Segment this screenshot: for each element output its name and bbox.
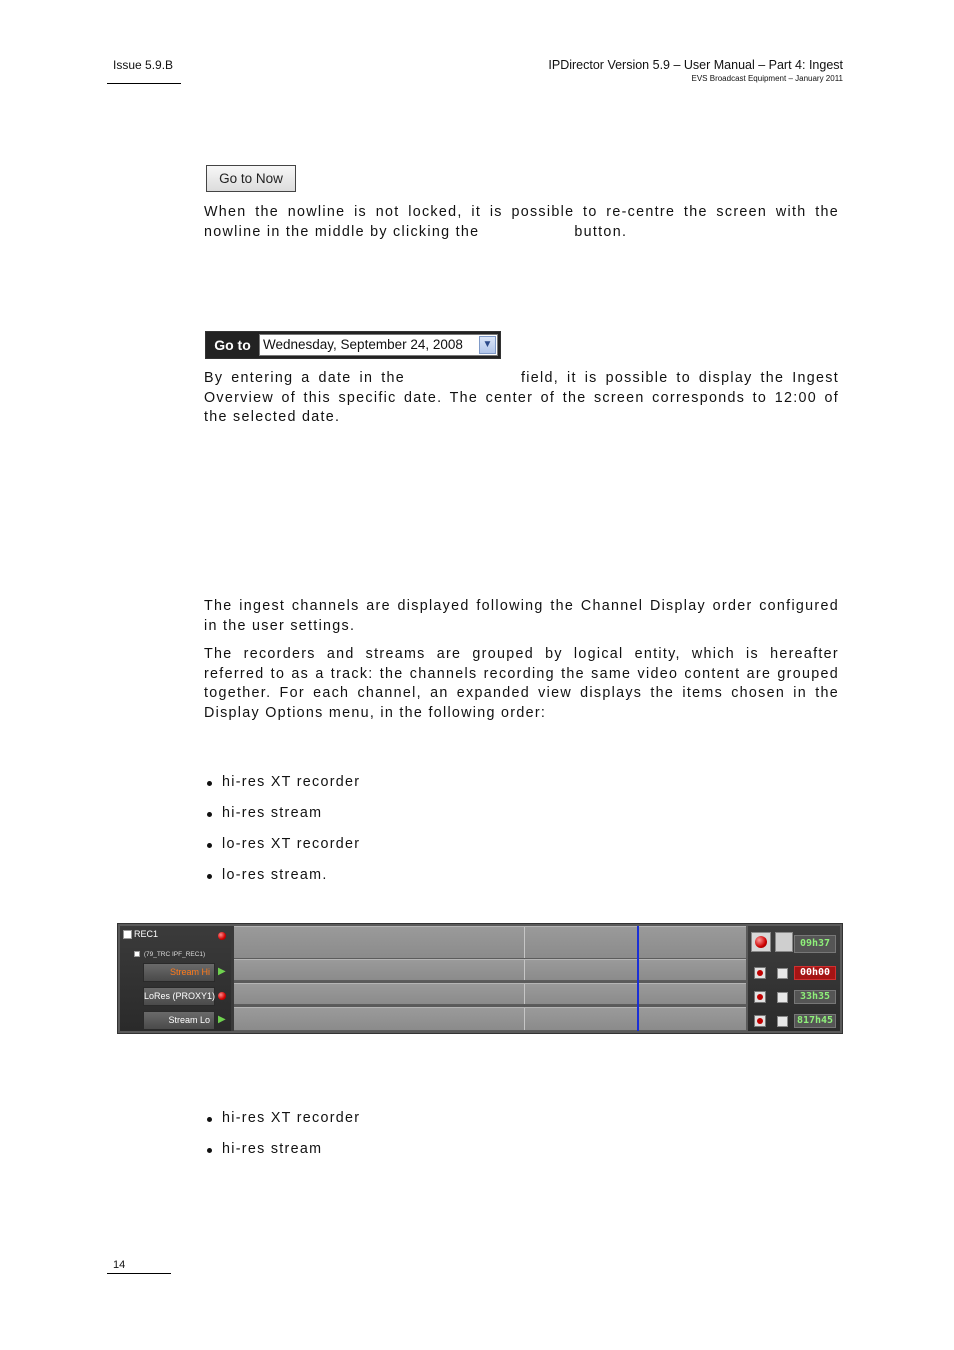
- nowline: [637, 926, 639, 1031]
- timecode-stream-lo: 817h45: [794, 1014, 836, 1028]
- record-button[interactable]: [754, 967, 766, 979]
- hires-list: [204, 1109, 360, 1171]
- channel-list: [120, 926, 232, 1031]
- timeline-track[interactable]: [234, 983, 746, 1005]
- record-status-icon: [218, 992, 226, 1000]
- timecode-track: 09h37: [794, 935, 836, 953]
- ingest-overview-panel: [117, 923, 843, 1034]
- stop-button[interactable]: [777, 1016, 788, 1027]
- go-to-now-paragraph: [204, 203, 839, 242]
- record-status-icon: [218, 932, 226, 940]
- track-name: REC1: [134, 929, 159, 939]
- chevron-down-icon[interactable]: ▼: [479, 336, 496, 354]
- timeline-track[interactable]: [234, 959, 746, 981]
- list-item: hi-res XT recorder: [204, 1109, 360, 1140]
- list-item: lo-res stream.: [204, 866, 360, 897]
- track-checkbox[interactable]: [123, 930, 132, 939]
- track-id-label: (79_TRC IPF_REC1): [143, 951, 206, 958]
- go-to-date-paragraph: [204, 369, 839, 428]
- issue-label: Issue 5.9.B: [113, 58, 174, 72]
- date-value: Wednesday, September 24, 2008: [263, 337, 463, 352]
- recorder-controls: [748, 926, 840, 1031]
- play-icon: ▶: [218, 966, 226, 977]
- footer-rule: [107, 1273, 171, 1274]
- list-item: hi-res stream: [204, 1140, 360, 1171]
- go-to-date-text-2: field, it is possible to display the Ingest Overview of this specific date. The center of the screen corresponds to 12:00 of the selected date.: [204, 370, 839, 425]
- channels-paragraph-1: The ingest channels are displayed following the Channel Display order configured in the user settings.: [204, 598, 839, 634]
- page-number: 14: [113, 1259, 126, 1271]
- list-item: lo-res XT recorder: [204, 835, 360, 866]
- timeline-track[interactable]: [234, 926, 746, 959]
- track-sub-label: [134, 951, 205, 958]
- channel-button-stream-hi[interactable]: Stream Hi: [143, 963, 215, 982]
- track-header: [123, 929, 229, 943]
- stop-button[interactable]: [777, 992, 788, 1003]
- go-to-now-text-2: button.: [574, 223, 628, 240]
- go-to-label: Go to: [214, 337, 251, 353]
- stop-button[interactable]: [775, 932, 793, 952]
- record-button[interactable]: [754, 1015, 766, 1027]
- list-item: hi-res stream: [204, 804, 360, 835]
- manual-subtitle: EVS Broadcast Equipment – January 2011: [691, 74, 843, 83]
- channel-order-list: [204, 773, 360, 897]
- record-button[interactable]: [751, 932, 771, 952]
- timecode-lores: 33h35: [794, 990, 836, 1004]
- date-select[interactable]: [259, 334, 498, 356]
- expand-icon[interactable]: [134, 951, 140, 957]
- play-icon: ▶: [218, 1014, 226, 1025]
- channel-button-stream-lo[interactable]: Stream Lo: [143, 1011, 215, 1030]
- timecode-stream-hi: 00h00: [794, 966, 836, 980]
- manual-title: IPDirector Version 5.9 – User Manual – Part 4: Ingest: [548, 58, 843, 72]
- list-item: hi-res XT recorder: [204, 773, 360, 804]
- go-to-now-text-1: When the nowline is not locked, it is possible to re-centre the screen with the nowline in the middle by clicking the: [204, 204, 839, 240]
- timeline-track[interactable]: [234, 1007, 746, 1031]
- header-rule: [107, 83, 181, 84]
- go-to-now-button[interactable]: Go to Now: [206, 165, 296, 192]
- stop-button[interactable]: [777, 968, 788, 979]
- go-to-date-control: [205, 331, 501, 359]
- header-right: [548, 58, 843, 83]
- channels-paragraph-2: The recorders and streams are grouped by logical entity, which is hereafter referred to as a track: the channels recording the same video content are grouped together. For each channel, an expanded view displays the items chosen in the Display Options menu, in the following order:: [204, 646, 839, 721]
- record-button[interactable]: [754, 991, 766, 1003]
- go-to-date-text-1: By entering a date in the: [204, 370, 405, 386]
- channel-button-lores[interactable]: LoRes (PROXY1): [143, 987, 215, 1006]
